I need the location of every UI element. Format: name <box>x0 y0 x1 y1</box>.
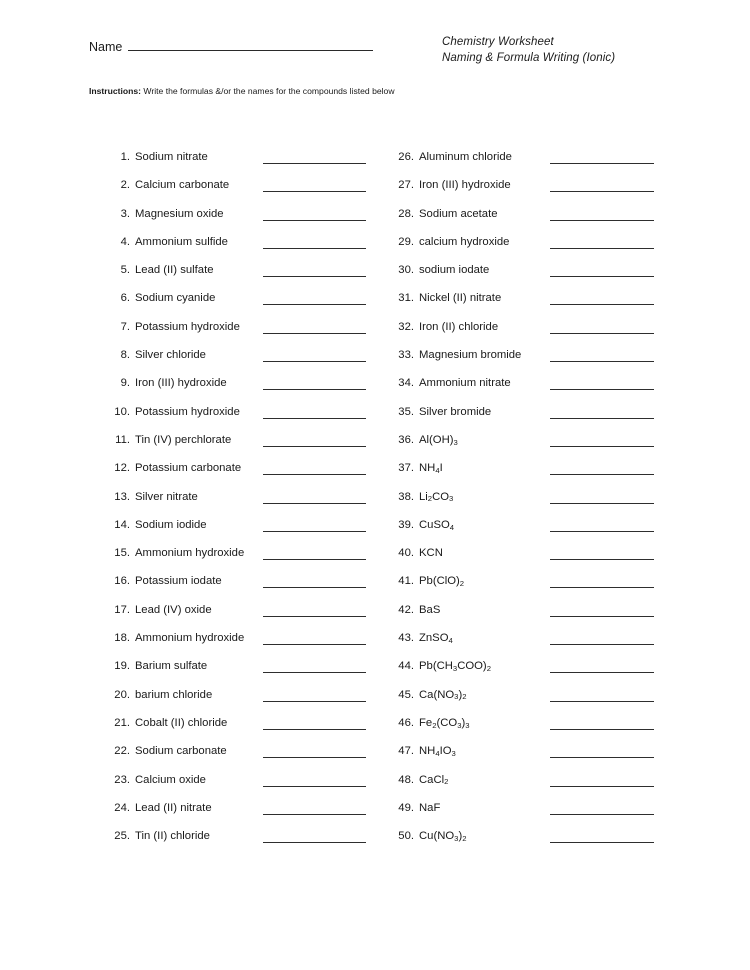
problem-row <box>105 405 244 433</box>
problem-row <box>105 829 244 857</box>
problem-row <box>105 546 244 574</box>
problem-formula: BaS <box>419 603 441 616</box>
answer-blank[interactable] <box>263 446 366 447</box>
problem-row <box>392 348 521 376</box>
problem-compound-name: barium chloride <box>135 688 213 701</box>
answer-blank[interactable] <box>263 276 366 277</box>
problem-compound-name: Calcium oxide <box>135 773 206 786</box>
problem-number: 42. <box>398 603 414 616</box>
problem-compound-name: Tin (IV) perchlorate <box>135 433 232 446</box>
answer-blank[interactable] <box>550 304 654 305</box>
problem-number: 39. <box>398 518 414 531</box>
problem-compound-name: calcium hydroxide <box>419 235 510 248</box>
problem-compound-name: sodium iodate <box>419 264 490 277</box>
answer-blank[interactable] <box>263 757 366 758</box>
problem-number: 24. <box>114 801 130 814</box>
problem-compound-name: Potassium hydroxide <box>135 405 240 418</box>
answer-blank[interactable] <box>550 446 654 447</box>
problem-column-right <box>392 150 521 857</box>
problem-row <box>105 773 244 801</box>
problem-formula: $Fe_2(CO_3)_3$ <box>419 716 470 730</box>
problem-number: 40. <box>398 547 414 560</box>
answer-blank[interactable] <box>263 304 366 305</box>
answer-blank[interactable] <box>550 701 654 702</box>
problem-formula: CuSO$_4$ <box>419 518 455 532</box>
problem-number: 18. <box>114 632 130 645</box>
problem-row <box>392 291 521 319</box>
problem-row <box>105 150 244 178</box>
problem-row <box>105 716 244 744</box>
problem-number: 43. <box>398 632 414 645</box>
name-input-rule[interactable] <box>128 38 373 51</box>
problem-row <box>392 631 521 659</box>
problem-number: 1. <box>120 151 130 163</box>
problem-row <box>105 461 244 489</box>
instructions-label: Instructions: <box>89 86 142 96</box>
answer-blank[interactable] <box>263 729 366 730</box>
instructions-text: Write the formulas &/or the names for the compounds listed below <box>141 86 395 96</box>
problem-compound-name: Cobalt (II) chloride <box>135 716 228 729</box>
problem-row <box>392 320 521 348</box>
problem-number: 19. <box>114 660 130 673</box>
problem-row <box>105 659 244 687</box>
problem-row <box>105 433 244 461</box>
problem-formula: $Pb(CH_3COO)_2$ <box>419 660 491 674</box>
answer-blank[interactable] <box>550 644 654 645</box>
problem-row <box>392 490 521 518</box>
problem-number: 3. <box>120 207 130 220</box>
problem-row <box>105 235 244 263</box>
problem-number: 4. <box>120 235 130 248</box>
answer-blank[interactable] <box>263 248 366 249</box>
answer-blank[interactable] <box>263 672 366 673</box>
problem-row <box>105 518 244 546</box>
problem-row <box>392 461 521 489</box>
problem-row <box>392 829 521 857</box>
problem-formula: $Cu(NO_3)_2$ <box>419 830 467 843</box>
problem-row <box>392 801 521 829</box>
problem-number: 16. <box>114 575 130 588</box>
problem-number: 15. <box>114 547 130 560</box>
problem-number: 45. <box>398 688 414 701</box>
problem-formula: $Li_2CO_3$ <box>419 490 454 504</box>
problem-row <box>105 263 244 291</box>
problem-number: 29. <box>398 235 414 248</box>
problem-compound-name: Barium sulfate <box>135 660 208 673</box>
problem-compound-name: Potassium hydroxide <box>135 320 240 333</box>
answer-blank[interactable] <box>550 729 654 730</box>
problem-row <box>105 574 244 602</box>
problem-compound-name: Silver chloride <box>135 349 206 362</box>
problem-number: 34. <box>398 377 414 390</box>
answer-blank[interactable] <box>550 757 654 758</box>
problem-compound-name: Magnesium oxide <box>135 207 224 220</box>
problem-formula: NaF <box>419 801 441 814</box>
answer-blank[interactable] <box>263 531 366 532</box>
worksheet-title-line-2: Naming & Formula Writing (Ionic) <box>442 51 616 64</box>
problem-formula: $NH_4I$ <box>419 462 443 476</box>
answer-blank[interactable] <box>550 814 654 815</box>
problem-row <box>105 291 244 319</box>
problem-number: 12. <box>114 462 130 475</box>
problem-number: 33. <box>398 349 414 362</box>
problem-row <box>392 263 521 291</box>
problem-formula: CaCl$_2$ <box>419 773 449 787</box>
problem-row <box>392 574 521 602</box>
problem-row <box>392 376 521 404</box>
problem-row <box>105 490 244 518</box>
problem-compound-name: Magnesium bromide <box>419 349 522 362</box>
problem-compound-name: Tin (II) chloride <box>135 830 210 843</box>
answer-blank[interactable] <box>263 842 366 843</box>
answer-blank[interactable] <box>263 616 366 617</box>
answer-blank[interactable] <box>550 276 654 277</box>
problem-row <box>392 716 521 744</box>
answer-blank[interactable] <box>550 389 654 390</box>
problem-row <box>105 376 244 404</box>
problem-compound-name: Potassium carbonate <box>135 462 242 475</box>
answer-blank[interactable] <box>263 503 366 504</box>
problem-row <box>392 773 521 801</box>
problem-compound-name: Sodium nitrate <box>135 151 208 163</box>
problem-number: 50. <box>398 830 414 843</box>
problem-formula: $Pb(ClO)_2$ <box>419 575 465 589</box>
answer-blank[interactable] <box>550 786 654 787</box>
problem-row <box>105 603 244 631</box>
answer-blank[interactable] <box>263 389 366 390</box>
problem-row <box>105 631 244 659</box>
problem-number: 13. <box>114 490 130 503</box>
problem-row <box>105 744 244 772</box>
answer-blank[interactable] <box>263 191 366 192</box>
problem-compound-name: Aluminum chloride <box>419 151 512 163</box>
instructions-line <box>89 85 395 97</box>
problem-formula: $Ca(NO_3)_2$ <box>419 688 467 702</box>
problem-number: 17. <box>114 603 130 616</box>
answer-blank[interactable] <box>550 531 654 532</box>
problem-row <box>392 150 521 178</box>
answer-blank[interactable] <box>550 616 654 617</box>
problem-compound-name: Sodium carbonate <box>135 745 227 758</box>
problem-number: 30. <box>398 264 414 277</box>
problem-compound-name: Lead (II) nitrate <box>135 801 212 814</box>
problem-number: 21. <box>114 716 130 729</box>
problem-row <box>392 603 521 631</box>
problem-row <box>392 688 521 716</box>
problem-number: 20. <box>114 688 130 701</box>
problem-row <box>392 433 521 461</box>
answer-blank[interactable] <box>263 220 366 221</box>
problem-compound-name: Calcium carbonate <box>135 179 230 192</box>
answer-blank[interactable] <box>263 701 366 702</box>
problem-compound-name: Sodium iodide <box>135 518 207 531</box>
problem-number: 9. <box>120 377 130 390</box>
problem-number: 7. <box>120 320 130 333</box>
problem-formula: $Al(OH)_3$ <box>419 433 458 447</box>
answer-blank[interactable] <box>263 163 366 164</box>
problem-compound-name: Potassium iodate <box>135 575 222 588</box>
problem-number: 25. <box>114 830 130 843</box>
problem-number: 5. <box>120 264 130 277</box>
answer-blank[interactable] <box>550 418 654 419</box>
problem-compound-name: Iron (III) hydroxide <box>419 179 511 192</box>
problem-row <box>392 659 521 687</box>
answer-blank[interactable] <box>263 361 366 362</box>
answer-blank[interactable] <box>550 191 654 192</box>
problem-row <box>392 518 521 546</box>
answer-blank[interactable] <box>550 163 654 164</box>
answer-blank[interactable] <box>263 587 366 588</box>
problem-compound-name: Silver nitrate <box>135 490 198 503</box>
answer-blank[interactable] <box>550 587 654 588</box>
problem-number: 47. <box>398 745 414 758</box>
problem-row <box>105 207 244 235</box>
problem-number: 44. <box>398 660 414 673</box>
answer-blank[interactable] <box>550 220 654 221</box>
problem-compound-name: Nickel (II) nitrate <box>419 292 502 305</box>
answer-blank[interactable] <box>263 418 366 419</box>
problem-number: 8. <box>120 349 130 362</box>
problem-compound-name: Lead (II) sulfate <box>135 264 214 277</box>
answer-blank[interactable] <box>263 559 366 560</box>
answer-blank[interactable] <box>550 842 654 843</box>
problem-compound-name: Silver bromide <box>419 405 492 418</box>
problem-compound-name: Ammonium sulfide <box>135 235 228 248</box>
problem-row <box>105 801 244 829</box>
problem-number: 6. <box>120 292 130 305</box>
problem-compound-name: Iron (II) chloride <box>419 320 499 333</box>
answer-blank[interactable] <box>550 672 654 673</box>
problem-row <box>392 744 521 772</box>
problem-number: 31. <box>398 292 414 305</box>
problem-row <box>105 320 244 348</box>
answer-blank[interactable] <box>550 474 654 475</box>
problem-formula: KCN <box>419 547 443 560</box>
problem-row <box>105 348 244 376</box>
problem-row <box>392 546 521 574</box>
problem-column-left <box>105 150 244 857</box>
name-field-group <box>89 38 373 55</box>
problem-row <box>392 207 521 235</box>
problem-number: 27. <box>398 179 414 192</box>
problem-compound-name: Ammonium hydroxide <box>135 547 245 560</box>
problem-number: 35. <box>398 405 414 418</box>
problem-number: 22. <box>114 745 130 758</box>
problem-number: 14. <box>114 518 130 531</box>
answer-blank[interactable] <box>263 786 366 787</box>
problem-number: 26. <box>398 151 414 163</box>
problem-compound-name: Ammonium hydroxide <box>135 632 245 645</box>
problem-number: 48. <box>398 773 414 786</box>
worksheet-title <box>442 35 615 66</box>
worksheet-header <box>0 38 750 84</box>
problem-number: 49. <box>398 801 414 814</box>
answer-blank[interactable] <box>263 814 366 815</box>
problem-compound-name: Lead (IV) oxide <box>135 603 212 616</box>
problem-number: 46. <box>398 716 414 729</box>
name-label: Name <box>89 40 123 54</box>
problem-number: 10. <box>114 405 130 418</box>
problem-row <box>105 688 244 716</box>
problem-row <box>392 405 521 433</box>
answer-blank[interactable] <box>550 559 654 560</box>
problem-number: 41. <box>398 575 414 588</box>
answer-blank[interactable] <box>550 503 654 504</box>
problem-number: 11. <box>115 433 130 446</box>
answer-blank[interactable] <box>550 248 654 249</box>
problem-formula: $NH_4IO_3$ <box>419 745 456 759</box>
problem-compound-name: Sodium acetate <box>419 207 498 220</box>
answer-blank[interactable] <box>263 644 366 645</box>
problem-number: 36. <box>398 433 414 446</box>
problem-number: 2. <box>120 179 130 192</box>
problem-row <box>392 178 521 206</box>
answer-blank[interactable] <box>263 333 366 334</box>
problem-row <box>105 178 244 206</box>
worksheet-title-line-1: Chemistry Worksheet <box>442 36 554 48</box>
problem-row <box>392 235 521 263</box>
problem-compound-name: Ammonium nitrate <box>419 377 511 390</box>
answer-blank[interactable] <box>550 361 654 362</box>
problem-number: 23. <box>114 773 130 786</box>
problem-compound-name: Sodium cyanide <box>135 292 216 305</box>
problem-compound-name: Iron (III) hydroxide <box>135 377 227 390</box>
problem-formula: ZnSO$_4$ <box>419 632 453 645</box>
problem-number: 32. <box>398 320 414 333</box>
problem-number: 37. <box>398 462 414 475</box>
problem-number: 28. <box>398 207 414 220</box>
answer-blank[interactable] <box>263 474 366 475</box>
answer-blank[interactable] <box>550 333 654 334</box>
problem-number: 38. <box>398 490 414 503</box>
